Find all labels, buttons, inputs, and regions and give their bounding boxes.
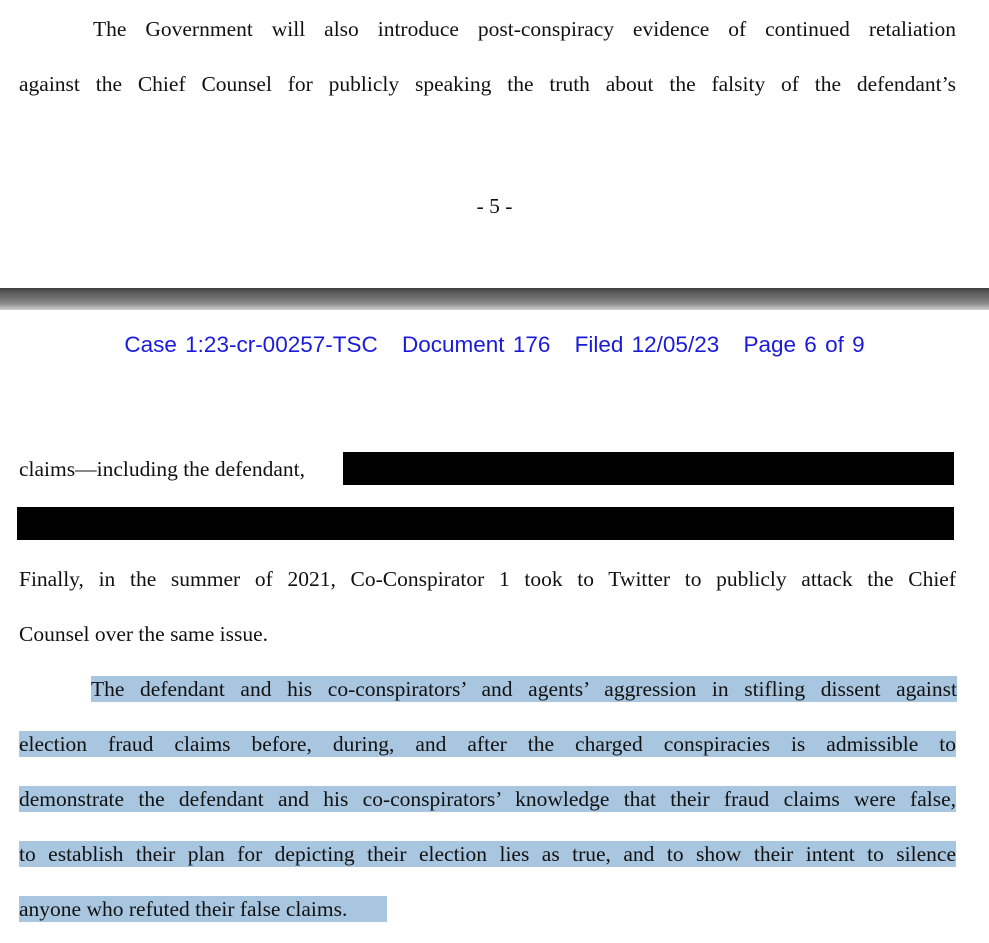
highlighted-line[interactable]: anyone who refuted their false claims. bbox=[19, 896, 387, 922]
page-6 bbox=[0, 310, 989, 943]
redaction-bar bbox=[17, 507, 954, 540]
page-number: - 5 - bbox=[476, 194, 513, 218]
highlighted-line[interactable]: The defendant and his co-conspirators’ and agents’ aggression in stifling dissent against bbox=[91, 677, 957, 701]
highlighted-line[interactable]: election fraud claims before, during, and after the charged conspiracies is admissible to bbox=[19, 732, 956, 756]
page-divider bbox=[0, 288, 989, 310]
paragraph-line: The Government will also introduce post-conspiracy evidence of continued retaliation bbox=[93, 17, 956, 41]
case-number: Case 1:23-cr-00257-TSC bbox=[124, 332, 378, 357]
highlighted-line[interactable]: to establish their plan for depicting their election lies as true, and to show their intent to silence bbox=[19, 842, 956, 866]
highlighted-line[interactable]: demonstrate the defendant and his co-conspirators’ knowledge that their fraud claims were false, bbox=[19, 787, 956, 811]
claims-line: claims—including the defendant, bbox=[19, 457, 305, 481]
paragraph-line: Finally, in the summer of 2021, Co-Conspirator 1 took to Twitter to publicly attack the Chief bbox=[19, 567, 956, 591]
document-number: Document 176 bbox=[402, 332, 551, 357]
paragraph-line: against the Chief Counsel for publicly speaking the truth about the falsity of the defendant’s bbox=[19, 72, 956, 96]
filed-date: Filed 12/05/23 bbox=[574, 332, 720, 357]
page-count: Page 6 of 9 bbox=[743, 332, 865, 357]
paragraph-line: Counsel over the same issue. bbox=[19, 622, 268, 646]
redaction-bar bbox=[343, 452, 954, 485]
case-header bbox=[0, 332, 989, 358]
page-5 bbox=[0, 0, 989, 288]
